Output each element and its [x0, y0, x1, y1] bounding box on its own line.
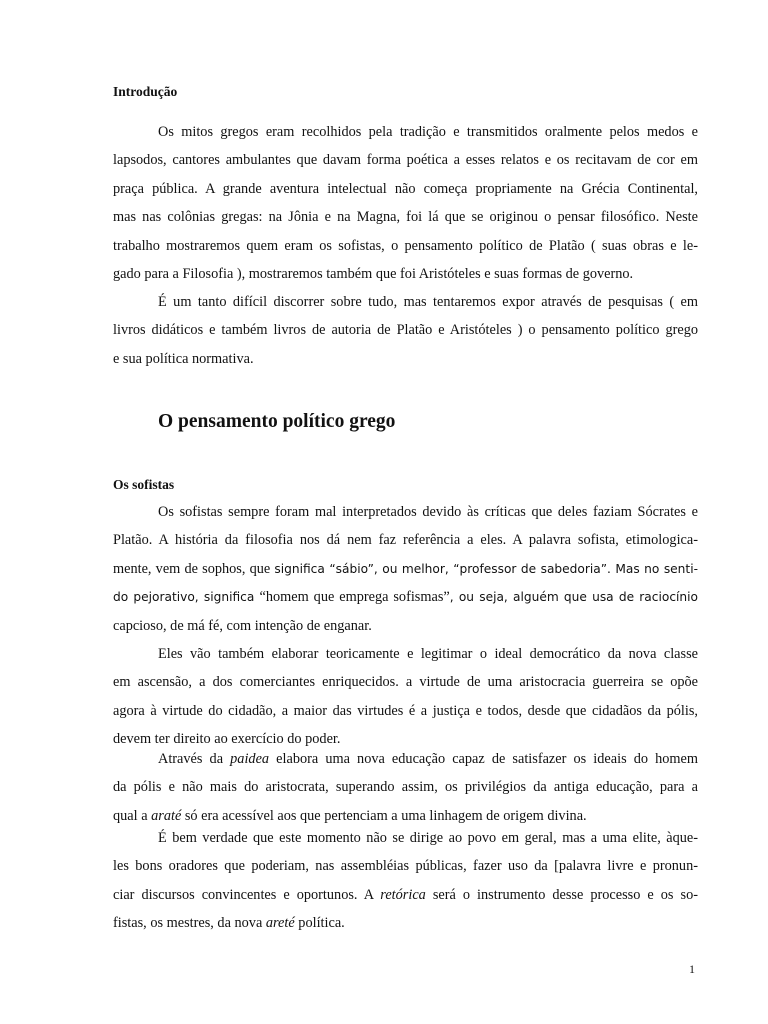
intro-heading: Introdução: [113, 84, 178, 99]
text-line: livros didáticos e também livros de autoria de Platão e Aristóteles ) o pensamento político grego: [113, 322, 698, 339]
text-line: devem ter direito ao exercício do poder.: [113, 731, 341, 748]
text-line: Platão. A história da filosofia nos dá nem faz referência a eles. A palavra sofista, etimologica-: [113, 532, 698, 549]
text-line: les bons oradores que poderiam, nas assembléias públicas, fazer uso da [palavra livre e pronun-: [113, 858, 698, 875]
intro-paragraph-2: [113, 288, 698, 373]
text-line: [113, 555, 698, 583]
text-line: É bem verdade que este momento não se dirige ao povo em geral, mas a uma elite, àque-: [158, 830, 698, 846]
text-line: [113, 909, 698, 937]
text-run: só era acessível aos que pertenciam a uma linhagem de origem divina.: [181, 807, 587, 824]
text-run: será o instrumento desse processo e os so-: [425, 886, 698, 903]
text-line: lapsodos, cantores ambulantes que davam forma poética a esses relatos e os recitavam de cor em: [113, 152, 698, 169]
text-run: Através da: [158, 751, 231, 767]
text-run: mente, vem de sophos, que: [113, 560, 275, 577]
text-line: em ascensão, a dos comerciantes enriquecidos. a virtude de uma aristocracia guerreira se opõe: [113, 674, 698, 691]
text-line: gado para a Filosofia ), mostraremos também que foi Aristóteles e suas formas de governo.: [113, 266, 634, 283]
italic-term: paidea: [230, 751, 270, 767]
text-run: política.: [294, 915, 345, 932]
text-run: “homem que emprega sofismas”: [259, 589, 450, 606]
italic-term: areté: [265, 915, 295, 932]
text-line: Eles vão também elaborar teoricamente e legitimar o ideal democrático da nova classe: [158, 646, 698, 662]
text-line: praça pública. A grande aventura intelectual não começa propriamente na Grécia Continental,: [113, 180, 698, 197]
sofistas-paragraph-1: [113, 498, 698, 640]
main-heading: O pensamento político grego: [158, 411, 396, 432]
text-run: elabora uma nova educação capaz de satisfazer os ideais do homem: [269, 751, 698, 767]
text-line: [113, 881, 698, 909]
text-line: da pólis e não mais do aristocrata, superando assim, os privilégios da antiga educação, para a: [113, 779, 698, 796]
text-line: [113, 745, 698, 773]
text-run: do pejorativo, significa: [113, 590, 260, 605]
text-line: agora à virtude do cidadão, a maior das virtudes é a justiça e todos, desde que cidadãos da pólis,: [113, 702, 698, 719]
text-run: ciar discursos convincentes e oportunos. A: [113, 886, 381, 903]
page-number: 1: [689, 962, 695, 976]
sofistas-paragraph-4: [113, 824, 698, 938]
text-line: [113, 583, 698, 611]
italic-term: retórica: [380, 886, 426, 903]
text-line: mas nas colônias gregas: na Jônia e na Magna, foi lá que se originou o pensar filosófico. Neste: [113, 209, 698, 226]
text-line: capcioso, de má fé, com intenção de enganar.: [113, 617, 372, 634]
text-run: , ou seja, alguém que usa de raciocínio: [449, 590, 698, 605]
text-run: significa “sábio”, ou melhor,: [274, 561, 454, 576]
text-line: trabalho mostraremos quem eram os sofistas, o pensamento político de Platão ( suas obras e le-: [113, 237, 698, 254]
intro-paragraph-1: [113, 118, 698, 288]
text-run: “professor de sabedoria”. Mas no senti-: [453, 561, 698, 576]
text-line: Os sofistas sempre foram mal interpretados devido às críticas que deles faziam Sócrates e: [158, 504, 698, 520]
text-line: e sua política normativa.: [113, 350, 254, 367]
text-run: fistas, os mestres, da nova: [113, 915, 266, 932]
section-heading-sofistas: Os sofistas: [113, 477, 175, 492]
text-run: qual a: [113, 807, 152, 824]
italic-term: araté: [151, 807, 182, 824]
sofistas-paragraph-3: [113, 745, 698, 830]
text-line: É um tanto difícil discorrer sobre tudo, mas tentaremos expor através de pesquisas ( em: [158, 294, 698, 310]
sofistas-paragraph-2: [113, 640, 698, 754]
text-line: Os mitos gregos eram recolhidos pela tradição e transmitidos oralmente pelos medos e: [158, 124, 698, 140]
